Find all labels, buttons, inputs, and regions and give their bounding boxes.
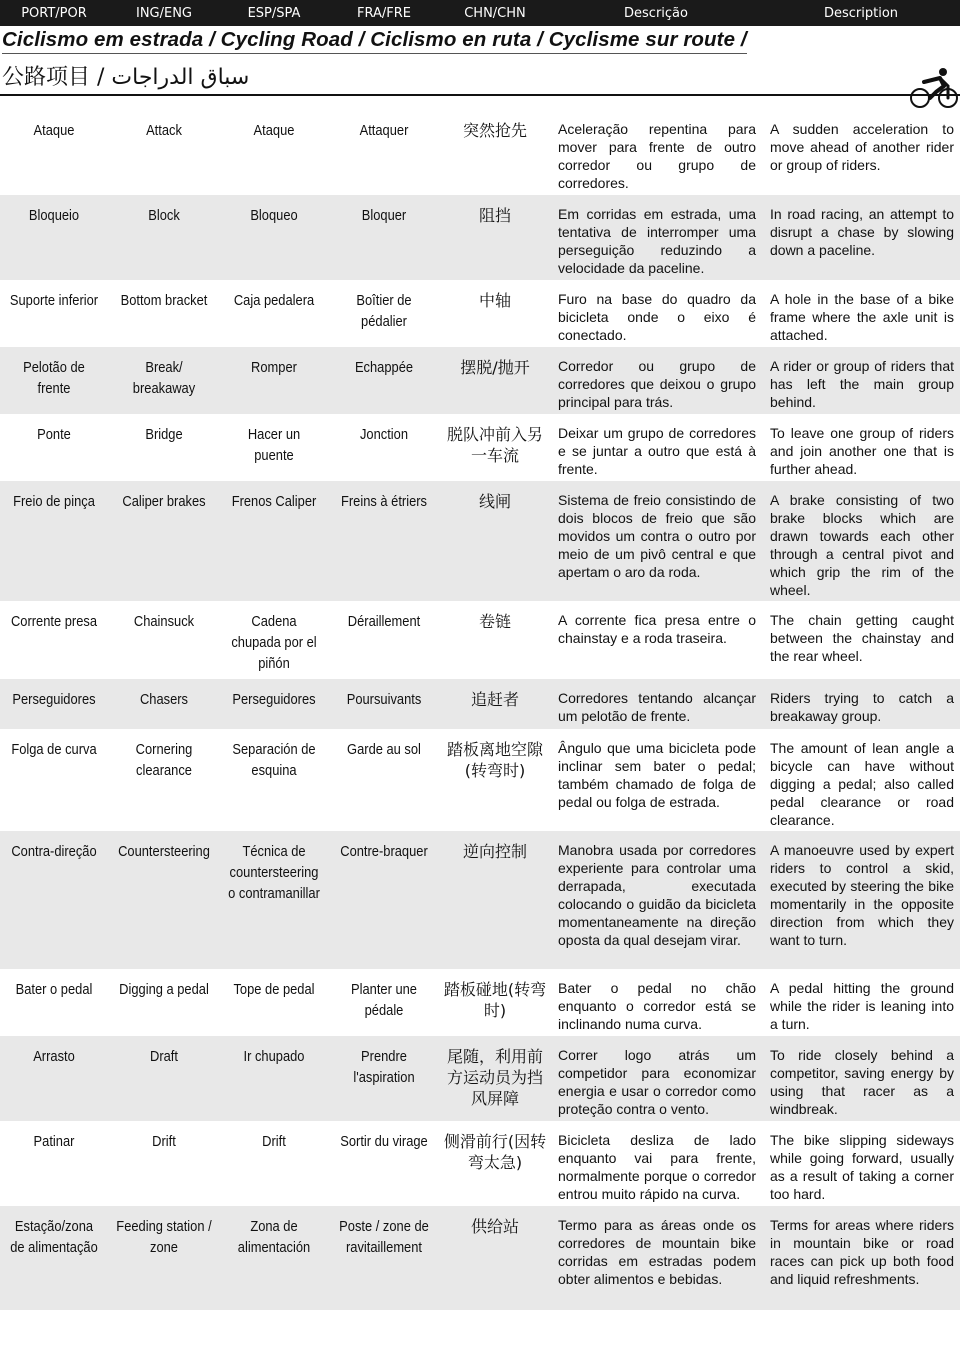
term-fra: Sortir du virage	[340, 1133, 428, 1150]
term-fra: Jonction	[359, 426, 409, 443]
header-chn: CHN/CHN	[464, 5, 526, 21]
term-chn: 卷链	[478, 612, 511, 631]
table-row	[0, 1206, 960, 1310]
header-eng: ING/ENG	[135, 5, 193, 21]
term-fra: Bloquer	[361, 207, 407, 224]
term-eng: Chasers	[139, 691, 189, 708]
term-fra: Freins à étriers	[340, 493, 428, 510]
description-pt: Sistema de freio consistindo de dois blocos de freio que são movidos um contra o outro por meio de um pivô central e que apertam o aro da roda.	[558, 492, 756, 580]
description-pt: Corredores tentando alcançar um pelotão de frente.	[558, 690, 756, 724]
term-eng: Chainsuck	[133, 613, 195, 630]
term-chn: 供给站	[470, 1217, 519, 1236]
term-fra: Planter une pédale	[350, 981, 417, 1019]
description-en: A pedal hitting the ground while the rider is leaning into a turn.	[770, 980, 954, 1032]
term-eng: Bottom bracket	[120, 292, 208, 309]
term-chn: 脱队冲前入另一车流	[446, 425, 543, 465]
description-en: A manoeuvre used by expert riders to control a skid, executed by steering the bike momentarily in the opposite direction from which they want to turn.	[770, 842, 954, 948]
term-fra: Echappée	[354, 359, 414, 376]
description-en: The chain getting caught between the chainstay and the rear wheel.	[770, 612, 954, 664]
term-spa: Hacer un puente	[247, 426, 301, 464]
description-pt: Aceleração repentina para mover para frente de outro corredor ou grupo de corredores.	[558, 121, 756, 191]
term-por: Freio de pinça	[13, 493, 95, 510]
term-spa: Tope de pedal	[233, 981, 315, 998]
description-en: Terms for areas where riders in mountain bike or road races can pick up both food and liquid refreshments.	[770, 1217, 954, 1287]
term-por: Estação/zona de alimentação	[10, 1218, 98, 1256]
table-row	[0, 831, 960, 969]
term-por: Bloqueio	[28, 207, 80, 224]
term-spa: Técnica de countersteering o contramanillar	[228, 843, 320, 902]
table-row	[0, 601, 960, 679]
term-spa: Separación de esquina	[232, 741, 316, 779]
title-area	[0, 26, 960, 96]
term-spa: Cadena chupada por el piñón	[231, 613, 317, 672]
term-eng: Attack	[146, 122, 182, 139]
term-spa: Caja pedalera	[233, 292, 315, 309]
table-row	[0, 679, 960, 729]
page-title: Ciclismo em estrada / Cycling Road / Ciclismo en ruta / Cyclisme sur route /	[2, 28, 747, 54]
term-spa: Zona de alimentación	[237, 1218, 311, 1256]
term-eng: Countersteering	[118, 843, 210, 860]
term-chn: 踏板碰地(转弯时)	[443, 980, 547, 1020]
term-eng: Drift	[152, 1133, 176, 1150]
term-fra: Garde au sol	[347, 741, 421, 758]
header-por: PORT/POR	[21, 5, 87, 21]
description-pt: Deixar um grupo de corredores e se juntar a outro que está à frente.	[558, 425, 756, 477]
table-row	[0, 1121, 960, 1206]
header-fra: FRA/FRE	[357, 5, 411, 21]
description-pt: Ângulo que uma bicicleta pode inclinar sem bater o pedal; também chamado de folga de pedal ou folga de estrada.	[558, 740, 756, 810]
description-pt: Em corridas em estrada, uma tentativa de interromper uma perseguição reduzindo a velocidade da paceline.	[558, 206, 756, 276]
term-spa: Bloqueo	[250, 207, 298, 224]
term-eng: Break/ breakaway	[132, 359, 196, 397]
term-chn: 摆脱/抛开	[460, 358, 530, 377]
term-chn: 线闸	[478, 492, 511, 511]
glossary-table	[0, 110, 960, 1310]
term-por: Corrente presa	[10, 613, 98, 630]
term-fra: Attaquer	[359, 122, 409, 139]
term-spa: Ir chupado	[243, 1048, 305, 1065]
description-pt: Correr logo atrás um competidor para economizar energia e usar o corredor como proteção contra o vento.	[558, 1047, 756, 1117]
description-en: To leave one group of riders and join another one that is further ahead.	[770, 425, 954, 477]
description-en: The amount of lean angle a bicycle can have without digging a pedal; also called pedal clearance or road clearance.	[770, 740, 954, 828]
description-pt: Bater o pedal no chão enquanto o corredor está se inclinando numa curva.	[558, 980, 756, 1032]
table-row	[0, 280, 960, 347]
term-por: Bater o pedal	[15, 981, 93, 998]
term-por: Perseguidores	[12, 691, 96, 708]
term-chn: 追赶者	[470, 690, 519, 709]
description-en: In road racing, an attempt to disrupt a chase by slowing down a paceline.	[770, 206, 954, 258]
description-en: A hole in the base of a bike frame where the axle unit is attached.	[770, 291, 954, 343]
term-spa: Perseguidores	[232, 691, 316, 708]
term-eng: Feeding station / zone	[116, 1218, 212, 1256]
term-por: Ponte	[37, 426, 71, 443]
term-por: Suporte inferior	[9, 292, 99, 309]
term-spa: Romper	[251, 359, 297, 376]
table-row	[0, 347, 960, 414]
description-en: A sudden acceleration to move ahead of another rider or group of riders.	[770, 121, 954, 173]
description-pt: Manobra usada por corredores experiente para controlar uma derrapada, executada colocando o guidão da bicicleta momentaneamente na direção oposta da qual desejam virar.	[558, 842, 756, 948]
term-por: Patinar	[33, 1133, 75, 1150]
term-spa: Frenos Caliper	[231, 493, 317, 510]
table-row	[0, 1036, 960, 1121]
term-eng: Cornering clearance	[135, 741, 193, 779]
description-en: To ride closely behind a competitor, saving energy by using that racer as a windbreak.	[770, 1047, 954, 1117]
term-fra: Poursuivants	[346, 691, 422, 708]
description-en: A brake consisting of two brake blocks which are drawn towards each other through a central pivot and which grip the rim of the wheel.	[770, 492, 954, 598]
page-subtitle: 公路项目 / سباق الدراجات	[2, 65, 250, 90]
term-fra: Prendre l'aspiration	[353, 1048, 415, 1086]
table-row	[0, 969, 960, 1036]
term-spa: Ataque	[253, 122, 295, 139]
term-chn: 突然抢先	[462, 121, 527, 140]
description-en: The bike slipping sideways while going forward, usually as a result of taking a corner too hard.	[770, 1132, 954, 1202]
header-spa: ESP/SPA	[247, 5, 301, 21]
term-fra: Contre-braquer	[340, 843, 428, 860]
term-spa: Drift	[262, 1133, 286, 1150]
term-eng: Caliper brakes	[122, 493, 206, 510]
term-fra: Boîtier de pédalier	[356, 292, 412, 330]
column-header-bar	[0, 0, 960, 26]
term-chn: 尾随，利用前方运动员为挡风屏障	[446, 1047, 543, 1108]
term-chn: 侧滑前行(因转弯太急)	[443, 1132, 547, 1172]
term-eng: Block	[148, 207, 180, 224]
term-chn: 中轴	[478, 291, 511, 310]
description-pt: Bicicleta desliza de lado enquanto vai para frente, normalmente porque o corredor entrou muito rápido na curva.	[558, 1132, 756, 1202]
term-por: Folga de curva	[11, 741, 97, 758]
table-row	[0, 481, 960, 601]
description-pt: Corredor ou grupo de corredores que deixou o grupo principal para trás.	[558, 358, 756, 410]
description-en: A rider or group of riders that has left the main group behind.	[770, 358, 954, 410]
term-eng: Digging a pedal	[119, 981, 209, 998]
description-en: Riders trying to catch a breakaway group.	[770, 690, 954, 724]
table-row	[0, 414, 960, 481]
term-eng: Bridge	[145, 426, 183, 443]
description-pt: Termo para as áreas onde os corredores de mountain bike corridas em estradas podem obter alimentos e bebidas.	[558, 1217, 756, 1287]
table-row	[0, 729, 960, 831]
term-fra: Poste / zone de ravitaillement	[339, 1218, 429, 1256]
term-eng: Draft	[150, 1048, 178, 1065]
table-row	[0, 195, 960, 280]
cyclist-icon	[910, 66, 958, 112]
term-chn: 逆向控制	[462, 842, 527, 861]
term-chn: 踏板离地空隙(转弯时)	[446, 740, 543, 780]
term-por: Arrasto	[33, 1048, 75, 1065]
term-chn: 阻挡	[478, 206, 511, 225]
header-desc-pt: Descrição	[624, 5, 688, 21]
term-por: Ataque	[33, 122, 75, 139]
term-por: Pelotão de frente	[23, 359, 85, 397]
description-pt: Furo na base do quadro da bicicleta onde o eixo é conectado.	[558, 291, 756, 343]
term-por: Contra-direção	[11, 843, 97, 860]
description-pt: A corrente fica presa entre o chainstay e a roda traseira.	[558, 612, 756, 646]
table-row	[0, 110, 960, 195]
header-desc-en: Description	[823, 5, 899, 21]
term-fra: Déraillement	[347, 613, 421, 630]
